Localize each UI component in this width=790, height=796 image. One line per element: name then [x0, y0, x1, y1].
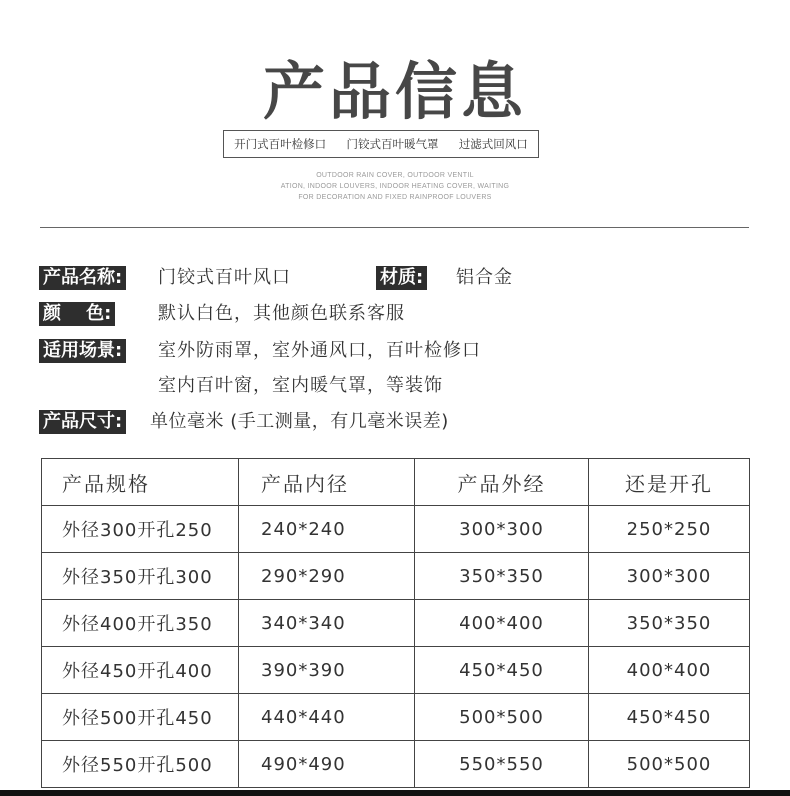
table-cell: 500*500 [589, 741, 750, 788]
size-value: 单位毫米 (手工测量，有几毫米误差) [150, 411, 449, 432]
table-row [42, 553, 750, 600]
table-cell: 300*300 [415, 506, 589, 553]
table-row [42, 506, 750, 553]
table-cell: 450*450 [415, 647, 589, 694]
bottom-border [0, 790, 790, 796]
table-cell: 390*390 [239, 647, 415, 694]
table-cell: 450*450 [589, 694, 750, 741]
table-row [42, 647, 750, 694]
product-name-label: 产品名称: [39, 266, 126, 290]
divider [40, 227, 749, 228]
table-cell: 500*500 [415, 694, 589, 741]
size-label: 产品尺寸: [39, 410, 126, 434]
table-cell: 240*240 [239, 506, 415, 553]
subtitle-line: ATION, INDOOR LOUVERS, INDOOR HEATING COVER, WAITING [280, 183, 510, 190]
table-cell: 400*400 [415, 600, 589, 647]
table-cell: 340*340 [239, 600, 415, 647]
spec-table [41, 458, 750, 788]
subtitle-line: OUTDOOR RAIN COVER, OUTDOOR VENTIL [316, 172, 474, 179]
column-header: 还是开孔 [589, 459, 750, 506]
table-cell: 外径450开孔400 [42, 647, 239, 694]
table-cell: 400*400 [589, 647, 750, 694]
tag-item: 过滤式回风口 [458, 137, 528, 151]
color-label: 颜 色: [39, 302, 115, 326]
english-subtitle [0, 170, 790, 203]
usage-value-line1: 室外防雨罩，室外通风口，百叶检修口 [158, 340, 481, 361]
table-header-row [42, 459, 750, 506]
table-cell: 外径400开孔350 [42, 600, 239, 647]
column-header: 产品规格 [42, 459, 239, 506]
column-header: 产品内径 [239, 459, 415, 506]
table-row [42, 600, 750, 647]
usage-label: 适用场景: [39, 339, 126, 363]
tag-item: 开门式百叶检修口 [234, 137, 327, 151]
table-cell: 350*350 [589, 600, 750, 647]
table-cell: 440*440 [239, 694, 415, 741]
table-cell: 外径350开孔300 [42, 553, 239, 600]
column-header: 产品外经 [415, 459, 589, 506]
table-cell: 300*300 [589, 553, 750, 600]
table-row [42, 694, 750, 741]
material-value: 铝合金 [456, 267, 513, 288]
usage-value-line2: 室内百叶窗，室内暖气罩，等装饰 [158, 375, 443, 396]
subtitle-line: FOR DECORATION AND FIXED RAINPROOF LOUVERS [298, 194, 492, 201]
table-cell: 250*250 [589, 506, 750, 553]
table-cell: 外径500开孔450 [42, 694, 239, 741]
table-cell: 350*350 [415, 553, 589, 600]
page-title: 产品信息 [262, 55, 527, 128]
product-tags [223, 130, 539, 158]
table-cell: 550*550 [415, 741, 589, 788]
table-cell: 290*290 [239, 553, 415, 600]
table-cell: 外径550开孔500 [42, 741, 239, 788]
table-cell: 490*490 [239, 741, 415, 788]
table-cell: 外径300开孔250 [42, 506, 239, 553]
color-value: 默认白色，其他颜色联系客服 [158, 303, 405, 324]
product-name-value: 门铰式百叶风口 [158, 267, 291, 288]
material-label: 材质: [376, 266, 427, 290]
tag-item: 门铰式百叶暖气罩 [346, 137, 439, 151]
table-row [42, 741, 750, 788]
